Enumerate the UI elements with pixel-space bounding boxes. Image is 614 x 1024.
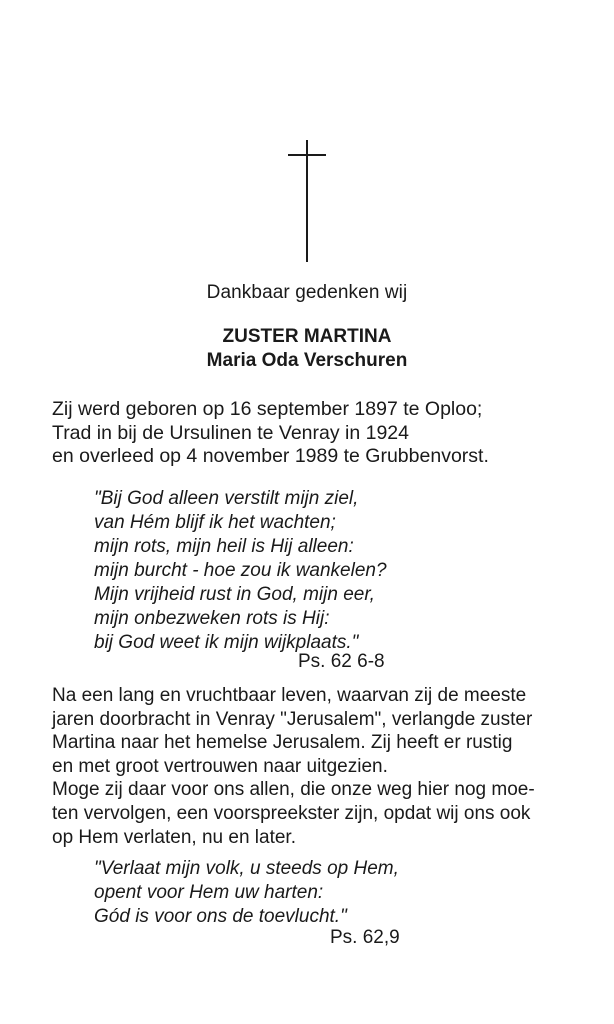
psalm-line: mijn onbezweken rots is Hij: bbox=[94, 608, 330, 629]
closing-line: en met groot vertrouwen naar uitgezien. bbox=[52, 755, 388, 777]
psalm-line: opent voor Hem uw harten: bbox=[94, 882, 324, 903]
psalm-quote-1 bbox=[94, 487, 534, 655]
name-full: Maria Oda Verschuren bbox=[206, 350, 408, 371]
psalm-line: Mijn vrijheid rust in God, mijn eer, bbox=[94, 584, 375, 605]
bio-line: Trad in bij de Ursulinen te Venray in 1924 bbox=[52, 421, 409, 444]
cross-horizontal bbox=[288, 154, 326, 156]
closing-line: Martina naar het hemelse Jerusalem. Zij heeft er rustig bbox=[52, 732, 513, 754]
psalm-line: mijn burcht - hoe zou ik wankelen? bbox=[94, 560, 387, 581]
closing-paragraph bbox=[52, 684, 597, 849]
bio-block bbox=[52, 398, 592, 469]
psalm-line: "Bij God alleen verstilt mijn ziel, bbox=[94, 488, 359, 509]
name-title: ZUSTER MARTINA bbox=[222, 326, 392, 347]
psalm-line: van Hém blijf ik het wachten; bbox=[94, 512, 336, 533]
psalm-reference-1: Ps. 62 6-8 bbox=[298, 651, 385, 672]
closing-line: ten vervolgen, een voorspreekster zijn, opdat wij ons ook bbox=[52, 802, 531, 824]
bio-line: Zij werd geboren op 16 september 1897 te Oploo; bbox=[52, 398, 483, 420]
psalm-reference-2: Ps. 62,9 bbox=[330, 927, 400, 948]
psalm-line: mijn rots, mijn heil is Hij alleen: bbox=[94, 536, 354, 557]
intro-text: Dankbaar gedenken wij bbox=[206, 282, 408, 303]
closing-line: Na een lang en vruchtbaar leven, waarvan zij de meeste bbox=[52, 685, 527, 706]
closing-line: Moge zij daar voor ons allen, die onze weg hier nog moe- bbox=[52, 779, 535, 801]
psalm-quote-2 bbox=[94, 857, 514, 929]
bio-line: en overleed op 4 november 1989 te Grubbenvorst. bbox=[52, 445, 489, 467]
psalm-line: "Verlaat mijn volk, u steeds op Hem, bbox=[94, 858, 399, 879]
psalm-line: Gód is voor ons de toevlucht." bbox=[94, 906, 347, 927]
psalm-line: bij God weet ik mijn wijkplaats." bbox=[94, 632, 359, 653]
closing-line: op Hem verlaten, nu en later. bbox=[52, 826, 296, 848]
cross-icon bbox=[288, 140, 326, 262]
cross-vertical bbox=[306, 140, 308, 262]
closing-line: jaren doorbracht in Venray "Jerusalem", verlangde zuster bbox=[52, 708, 533, 730]
